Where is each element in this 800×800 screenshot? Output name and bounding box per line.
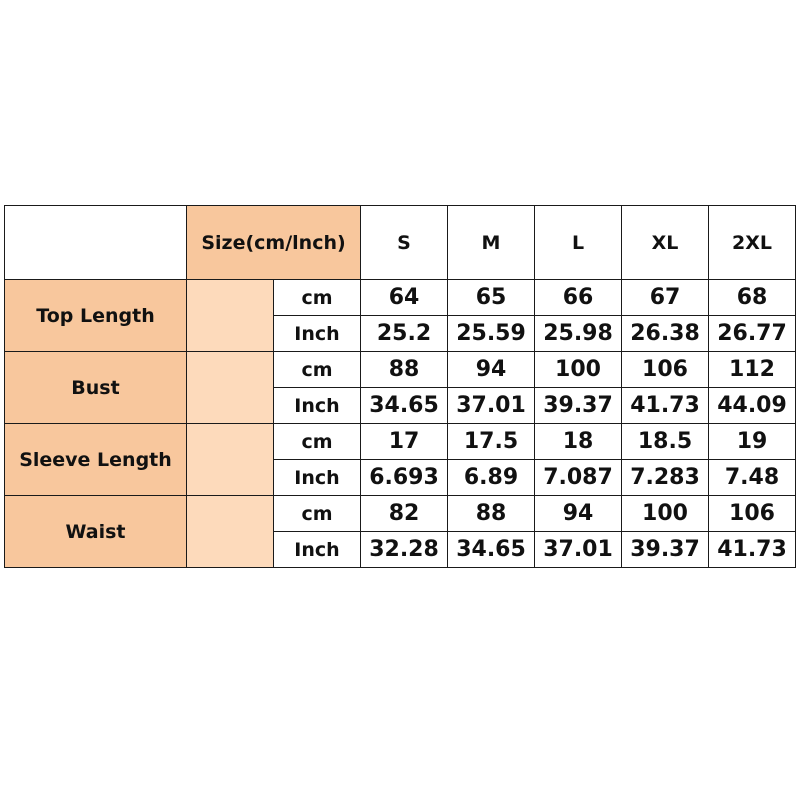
value-cell-2xl: 112 — [709, 352, 796, 388]
value-cell-2xl: 7.48 — [709, 460, 796, 496]
unit-label: cm — [274, 496, 361, 532]
measurement-spacer-waist — [187, 496, 274, 568]
measurement-spacer-sleeve-length — [187, 424, 274, 496]
value-cell-m: 65 — [448, 280, 535, 316]
table-row — [5, 496, 796, 532]
measurement-name-bust: Bust — [5, 352, 187, 424]
value-cell-2xl: 44.09 — [709, 388, 796, 424]
value-cell-l: 25.98 — [535, 316, 622, 352]
measurement-name-top-length: Top Length — [5, 280, 187, 352]
size-header-s: S — [361, 206, 448, 280]
value-cell-s: 34.65 — [361, 388, 448, 424]
value-cell-xl: 39.37 — [622, 532, 709, 568]
value-cell-m: 94 — [448, 352, 535, 388]
value-cell-m: 17.5 — [448, 424, 535, 460]
size-chart-table — [4, 205, 796, 568]
unit-label: Inch — [274, 388, 361, 424]
value-cell-m: 37.01 — [448, 388, 535, 424]
unit-label: cm — [274, 280, 361, 316]
measurement-name-waist: Waist — [5, 496, 187, 568]
value-cell-2xl: 19 — [709, 424, 796, 460]
unit-label: Inch — [274, 532, 361, 568]
value-cell-l: 37.01 — [535, 532, 622, 568]
value-cell-s: 64 — [361, 280, 448, 316]
value-cell-xl: 67 — [622, 280, 709, 316]
value-cell-l: 66 — [535, 280, 622, 316]
size-chart-body — [5, 206, 796, 568]
value-cell-m: 34.65 — [448, 532, 535, 568]
unit-label: cm — [274, 424, 361, 460]
table-row — [5, 352, 796, 388]
measurement-name-sleeve-length: Sleeve Length — [5, 424, 187, 496]
value-cell-s: 88 — [361, 352, 448, 388]
measurement-spacer-bust — [187, 352, 274, 424]
unit-label: cm — [274, 352, 361, 388]
value-cell-xl: 26.38 — [622, 316, 709, 352]
value-cell-m: 6.89 — [448, 460, 535, 496]
value-cell-2xl: 106 — [709, 496, 796, 532]
size-header-m: M — [448, 206, 535, 280]
value-cell-2xl: 26.77 — [709, 316, 796, 352]
value-cell-l: 94 — [535, 496, 622, 532]
value-cell-s: 25.2 — [361, 316, 448, 352]
size-unit-header: Size(cm/lnch) — [187, 206, 361, 280]
value-cell-xl: 106 — [622, 352, 709, 388]
value-cell-s: 82 — [361, 496, 448, 532]
value-cell-m: 25.59 — [448, 316, 535, 352]
header-row — [5, 206, 796, 280]
unit-label: Inch — [274, 316, 361, 352]
corner-cell — [5, 206, 187, 280]
value-cell-l: 100 — [535, 352, 622, 388]
size-header-2xl: 2XL — [709, 206, 796, 280]
size-header-l: L — [535, 206, 622, 280]
value-cell-xl: 41.73 — [622, 388, 709, 424]
value-cell-s: 32.28 — [361, 532, 448, 568]
value-cell-2xl: 68 — [709, 280, 796, 316]
value-cell-xl: 100 — [622, 496, 709, 532]
value-cell-s: 6.693 — [361, 460, 448, 496]
value-cell-l: 39.37 — [535, 388, 622, 424]
value-cell-s: 17 — [361, 424, 448, 460]
value-cell-l: 18 — [535, 424, 622, 460]
size-header-xl: XL — [622, 206, 709, 280]
value-cell-xl: 7.283 — [622, 460, 709, 496]
unit-label: Inch — [274, 460, 361, 496]
measurement-spacer-top-length — [187, 280, 274, 352]
value-cell-2xl: 41.73 — [709, 532, 796, 568]
value-cell-xl: 18.5 — [622, 424, 709, 460]
value-cell-m: 88 — [448, 496, 535, 532]
table-row — [5, 280, 796, 316]
table-row — [5, 424, 796, 460]
value-cell-l: 7.087 — [535, 460, 622, 496]
